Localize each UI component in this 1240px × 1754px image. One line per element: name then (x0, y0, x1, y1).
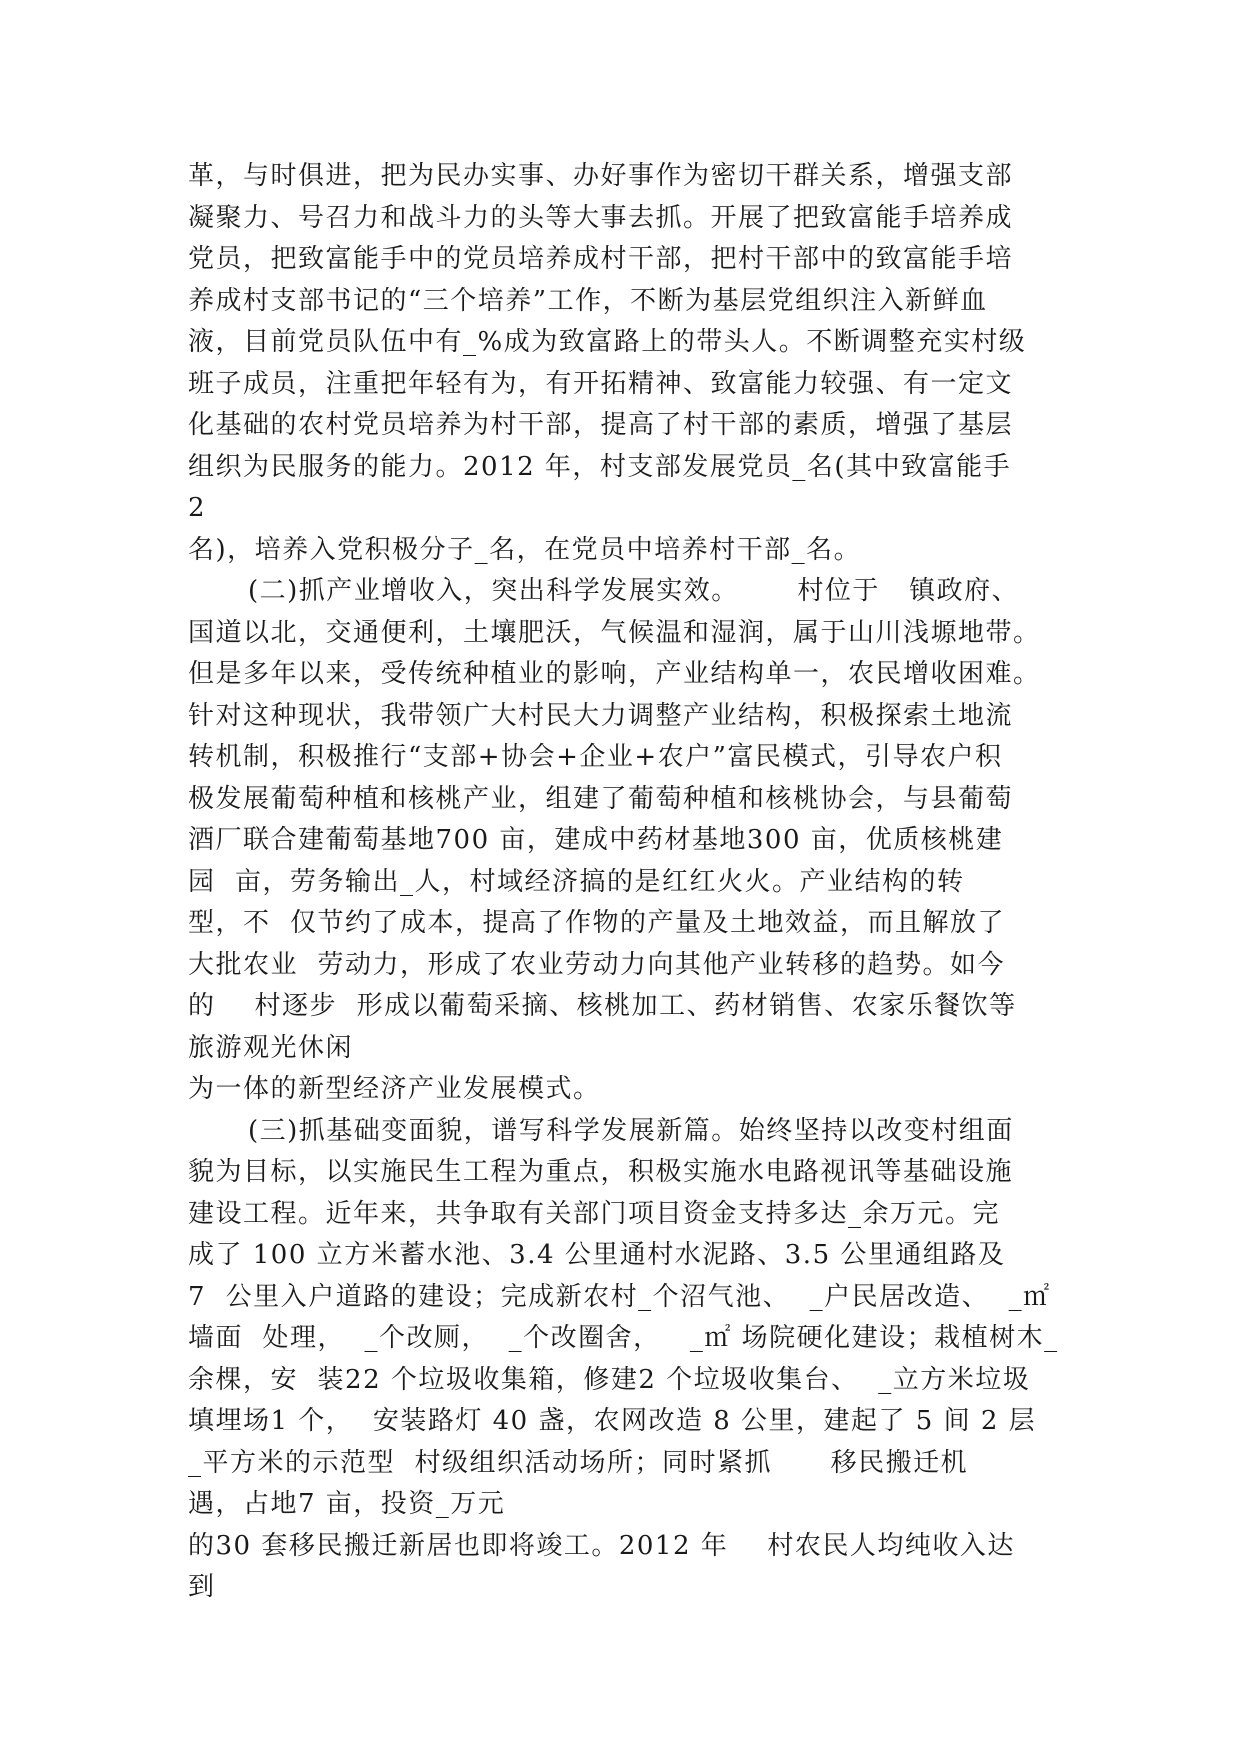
text-line: 化基础的农村党员培养为村干部，提高了村干部的素质，增强了基层 (188, 410, 1014, 440)
text-line: 但是多年以来，受传统种植业的影响，产业结构单一，农民增收困难。 (188, 659, 1041, 689)
text-line: (三)抓基础变面貌，谱写科学发展新篇。始终坚持以改变村组面 (248, 1115, 1014, 1146)
text-line: 的30 套移民搬迁新居也即将竣工。2012 年 村农民人均纯收入达 (188, 1530, 1015, 1561)
text-line: 园 亩，劳务输出_人，村域经济搞的是红红火火。产业结构的转 (188, 866, 965, 897)
text-line: 酒厂联合建葡萄基地700 亩，建成中药材基地300 亩，优质核桃建 (188, 825, 1004, 855)
text-line: 到 (188, 1572, 216, 1602)
text-line: 墙面 处理， _个改厕， _个改圈舍， _㎡ 场院硬化建设；栽植树木_ (188, 1323, 1059, 1353)
text-line: 液，目前党员队伍中有_%成为致富路上的带头人。不断调整充实村级 (188, 327, 1027, 357)
text-line: 极发展葡萄种植和核桃产业，组建了葡萄种植和核桃协会，与县葡萄 (188, 783, 1014, 814)
text-line: 革，与时俱进，把为民办实事、办好事作为密切干群关系，增强支部 (188, 161, 1014, 191)
text-line: 7 公里入户道路的建设；完成新农村_个沼气池、 _户民居改造、 _㎡ (188, 1281, 1051, 1312)
text-line: 大批农业 劳动力，形成了农业劳动力向其他产业转移的趋势。如今 (188, 949, 1006, 980)
text-line: 班子成员，注重把年轻有为，有开拓精神、致富能力较强、有一定文 (188, 368, 1014, 399)
text-line: 填埋场1 个， 安装路灯 40 盏，农网改造 8 公里，建起了 5 间 2 层 (188, 1406, 1037, 1436)
text-line: 为一体的新型经济产业发展模式。 (188, 1074, 601, 1104)
text-line: 旅游观光休闲 (188, 1032, 354, 1063)
body-text (188, 156, 1058, 1609)
text-line: 养成村支部书记的“三个培养”工作，不断为基层党组织注入新鲜血 (188, 285, 988, 316)
text-line: 转机制，积极推行“支部+协会+企业+农户”富民模式，引导农户积 (188, 742, 1003, 772)
text-line: 建设工程。近年来，共争取有关部门项目资金支持多达_余万元。完 (188, 1198, 1001, 1229)
text-line: 组织为民服务的能力。2012 年，村支部发展党员_名(其中致富能手 (188, 451, 1012, 482)
text-line: _平方米的示范型 村级组织活动场所；同时紧抓 移民搬迁机 (188, 1447, 969, 1478)
text-line: 针对这种现状，我带领广大村民大力调整产业结构，积极探索土地流 (188, 700, 1014, 731)
text-line: 国道以北，交通便利，土壤肥沃，气候温和湿润，属于山川浅塬地带。 (188, 617, 1041, 648)
text-line: 凝聚力、号召力和战斗力的头等大事去抓。开展了把致富能手培养成 (188, 202, 1014, 233)
text-line: (二)抓产业增收入，突出科学发展实效。 村位于 镇政府、 (248, 576, 1020, 606)
text-line: 名)，培养入党积极分子_名，在党员中培养村干部_名。 (188, 534, 862, 565)
text-line: 余棵，安 装22 个垃圾收集箱，修建2 个垃圾收集台、 _立方米垃圾 (188, 1364, 1031, 1395)
text-line: 遇，占地7 亩，投资_万元 (188, 1489, 506, 1519)
text-line: 的 村逐步 形成以葡萄采摘、核桃加工、药材销售、农家乐餐饮等 (188, 991, 1017, 1021)
text-line: 貌为目标，以实施民生工程为重点，积极实施水电路视讯等基础设施 (188, 1157, 1014, 1187)
text-line: 党员，把致富能手中的党员培养成村干部，把村干部中的致富能手培 (188, 244, 1014, 274)
text-line: 型，不 仅节约了成本，提高了作物的产量及土地效益，而且解放了 (188, 908, 1006, 938)
text-line: 成了 100 立方米蓄水池、3.4 公里通村水泥路、3.5 公里通组路及 (188, 1240, 1006, 1270)
text-line: 2 (188, 493, 207, 523)
